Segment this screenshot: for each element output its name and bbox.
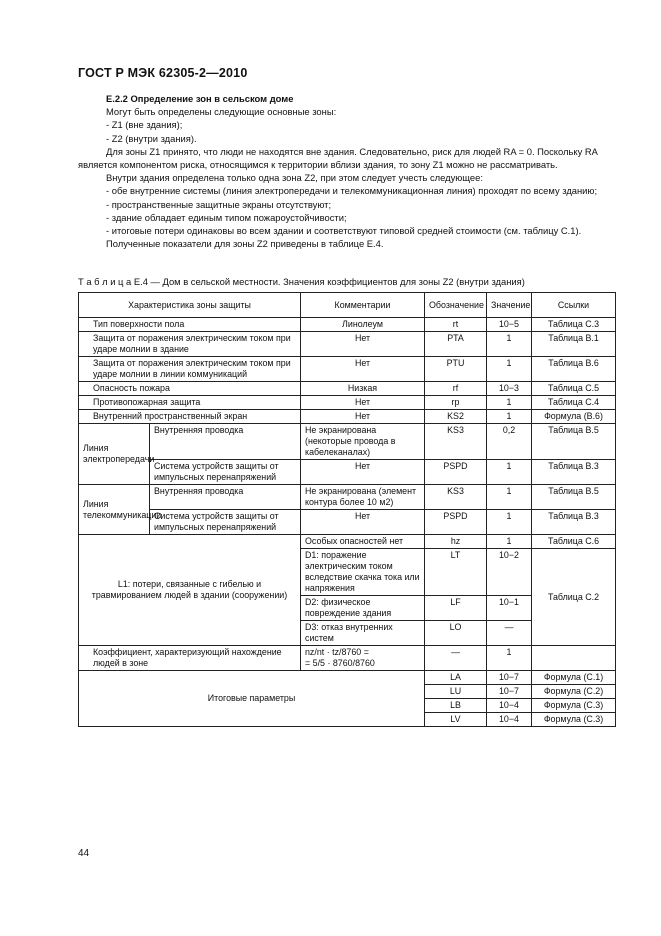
row-value: 1 bbox=[487, 410, 532, 424]
paragraph: Полученные показатели для зоны Z2 приведены в таблице Е.4. bbox=[106, 238, 384, 250]
list-item: - Z2 (внутри здания). bbox=[106, 132, 197, 144]
row-symbol: LO bbox=[425, 621, 487, 646]
row-value: 10−4 bbox=[487, 713, 532, 727]
row-comment: Нет bbox=[301, 357, 425, 382]
row-label: L1: потери, связанные с гибелью и травмированием людей в здании (сооружении) bbox=[79, 535, 301, 646]
table-row bbox=[79, 535, 616, 549]
row-ref: Формула (В.6) bbox=[532, 410, 616, 424]
row-symbol: LV bbox=[425, 713, 487, 727]
row-comment bbox=[301, 646, 425, 671]
row-comment: Нет bbox=[301, 396, 425, 410]
row-value: 1 bbox=[487, 646, 532, 671]
row-ref: Таблица В.3 bbox=[532, 460, 616, 485]
row-comment: Нет bbox=[301, 410, 425, 424]
row-ref: Формула (С.3) bbox=[532, 713, 616, 727]
row-label: Защита от поражения электрическим током при ударе молнии в здание bbox=[79, 332, 301, 357]
row-ref: Таблица С.5 bbox=[532, 382, 616, 396]
row-label: Противопожарная защита bbox=[79, 396, 301, 410]
row-value: 10−1 bbox=[487, 596, 532, 621]
row-value: 1 bbox=[487, 357, 532, 382]
row-symbol: LB bbox=[425, 699, 487, 713]
row-symbol: KS3 bbox=[425, 485, 487, 510]
row-comment: Нет bbox=[301, 460, 425, 485]
list-item: - обе внутренние системы (линия электропередачи и телекоммуникационная линия) проходят по всему зданию; bbox=[106, 185, 598, 197]
column-header: Характеристика зоны защиты bbox=[79, 293, 301, 318]
row-label: Опасность пожара bbox=[79, 382, 301, 396]
row-ref: Таблица В.5 bbox=[532, 485, 616, 510]
group-label-power: Линия электропередачи bbox=[79, 424, 150, 485]
row-ref: Таблица С.2 bbox=[532, 549, 616, 646]
list-item: - Z1 (вне здания); bbox=[106, 119, 183, 131]
paragraph: Могут быть определены следующие основные зоны: bbox=[106, 106, 337, 118]
table-row bbox=[79, 460, 616, 485]
row-symbol: PSPD bbox=[425, 510, 487, 535]
row-comment: D1: поражение электрическим током вследствие скачка тока или напряжения bbox=[301, 549, 425, 596]
row-ref bbox=[532, 646, 616, 671]
row-comment: D3: отказ внутренних систем bbox=[301, 621, 425, 646]
table-row bbox=[79, 485, 616, 510]
column-header: Ссылки bbox=[532, 293, 616, 318]
group-label-telecom: Линия телекоммуникации bbox=[79, 485, 150, 535]
row-symbol: KS3 bbox=[425, 424, 487, 460]
row-ref: Формула (С.2) bbox=[532, 685, 616, 699]
row-label: Защита от поражения электрическим током при ударе молнии в линии коммуникаций bbox=[79, 357, 301, 382]
row-value: 1 bbox=[487, 332, 532, 357]
row-symbol: LT bbox=[425, 549, 487, 596]
row-symbol: LU bbox=[425, 685, 487, 699]
table-row bbox=[79, 424, 616, 460]
row-symbol: LA bbox=[425, 671, 487, 685]
totals-label: Итоговые параметры bbox=[79, 671, 425, 727]
paragraph: Для зоны Z1 принято, что люди не находятся вне здания. Следовательно, риск для людей RA = 0. Поскольку RA является компонентом риска, относящимся к территории вблизи здания, то зону Z1 можно не рассматривать. bbox=[78, 145, 598, 171]
row-value: 10−4 bbox=[487, 699, 532, 713]
row-ref: Таблица В.3 bbox=[532, 510, 616, 535]
row-ref: Формула (С.1) bbox=[532, 671, 616, 685]
row-label: Внутренняя проводка bbox=[150, 485, 301, 510]
row-symbol: — bbox=[425, 646, 487, 671]
row-label: Внутренняя проводка bbox=[150, 424, 301, 460]
table-row bbox=[79, 510, 616, 535]
paragraph: Внутри здания определена только одна зона Z2, при этом следует учесть следующее: bbox=[106, 172, 483, 184]
table-row bbox=[79, 396, 616, 410]
row-ref: Таблица В.5 bbox=[532, 424, 616, 460]
page-number: 44 bbox=[78, 848, 90, 859]
table-row bbox=[79, 410, 616, 424]
row-comment: Не экранирована (элемент контура более 10 м2) bbox=[301, 485, 425, 510]
column-header: Значение bbox=[487, 293, 532, 318]
table-row bbox=[79, 382, 616, 396]
row-comment: Низкая bbox=[301, 382, 425, 396]
row-value: 1 bbox=[487, 510, 532, 535]
row-symbol: rt bbox=[425, 318, 487, 332]
row-ref: Таблица С.4 bbox=[532, 396, 616, 410]
coefficients-table bbox=[78, 292, 616, 727]
section-title: Е.2.2 Определение зон в сельском доме bbox=[106, 93, 294, 104]
table-row bbox=[79, 318, 616, 332]
table-caption: Т а б л и ц а Е.4 — Дом в сельской местности. Значения коэффициентов для зоны Z2 (внутри здания) bbox=[78, 276, 525, 287]
row-ref: Таблица В.6 bbox=[532, 357, 616, 382]
row-symbol: LF bbox=[425, 596, 487, 621]
body-text bbox=[78, 92, 614, 250]
row-comment: Не экранирована (некоторые провода в кабелеканалах) bbox=[301, 424, 425, 460]
column-header: Комментарии bbox=[301, 293, 425, 318]
document-header: ГОСТ Р МЭК 62305-2—2010 bbox=[78, 66, 248, 80]
row-comment: Линолеум bbox=[301, 318, 425, 332]
row-value: 1 bbox=[487, 460, 532, 485]
row-value: 1 bbox=[487, 396, 532, 410]
row-value: 10−7 bbox=[487, 671, 532, 685]
row-label: Коэффициент, характеризующий нахождение людей в зоне bbox=[79, 646, 301, 671]
row-label: Тип поверхности пола bbox=[79, 318, 301, 332]
row-value: 10−7 bbox=[487, 685, 532, 699]
row-symbol: PTU bbox=[425, 357, 487, 382]
row-symbol: PTA bbox=[425, 332, 487, 357]
row-ref: Таблица С.3 bbox=[532, 318, 616, 332]
row-comment: Нет bbox=[301, 510, 425, 535]
column-header: Обозначение bbox=[425, 293, 487, 318]
list-item: - пространственные защитные экраны отсутствуют; bbox=[106, 198, 332, 210]
list-item: - итоговые потери одинаковы во всем здании и соответствуют типовой средней стоимости (см. таблицу С.1). bbox=[106, 225, 582, 237]
table-row bbox=[79, 646, 616, 671]
row-symbol: hz bbox=[425, 535, 487, 549]
row-value: 10−3 bbox=[487, 382, 532, 396]
row-ref: Таблица С.6 bbox=[532, 535, 616, 549]
row-value: 10−2 bbox=[487, 549, 532, 596]
table-header-row bbox=[79, 293, 616, 318]
row-symbol: rp bbox=[425, 396, 487, 410]
row-comment: Особых опасностей нет bbox=[301, 535, 425, 549]
row-value: 10−5 bbox=[487, 318, 532, 332]
row-label: Внутренний пространственный экран bbox=[79, 410, 301, 424]
formula-line: nz/nt · tz/8760 = bbox=[305, 647, 369, 657]
list-item: - здание обладает единым типом пожароустойчивости; bbox=[106, 211, 347, 223]
row-value: — bbox=[487, 621, 532, 646]
table-row bbox=[79, 357, 616, 382]
row-comment: Нет bbox=[301, 332, 425, 357]
row-symbol: KS2 bbox=[425, 410, 487, 424]
row-value: 0,2 bbox=[487, 424, 532, 460]
table-row bbox=[79, 332, 616, 357]
formula-line: = 5/5 · 8760/8760 bbox=[305, 658, 375, 668]
row-ref: Таблица В.1 bbox=[532, 332, 616, 357]
row-symbol: rf bbox=[425, 382, 487, 396]
row-symbol: PSPD bbox=[425, 460, 487, 485]
table-row bbox=[79, 671, 616, 685]
row-label: Система устройств защиты от импульсных перенапряжений bbox=[150, 510, 301, 535]
row-comment: D2: физическое повреждение здания bbox=[301, 596, 425, 621]
row-value: 1 bbox=[487, 485, 532, 510]
row-label: Система устройств защиты от импульсных перенапряжений bbox=[150, 460, 301, 485]
row-ref: Формула (С.3) bbox=[532, 699, 616, 713]
row-value: 1 bbox=[487, 535, 532, 549]
